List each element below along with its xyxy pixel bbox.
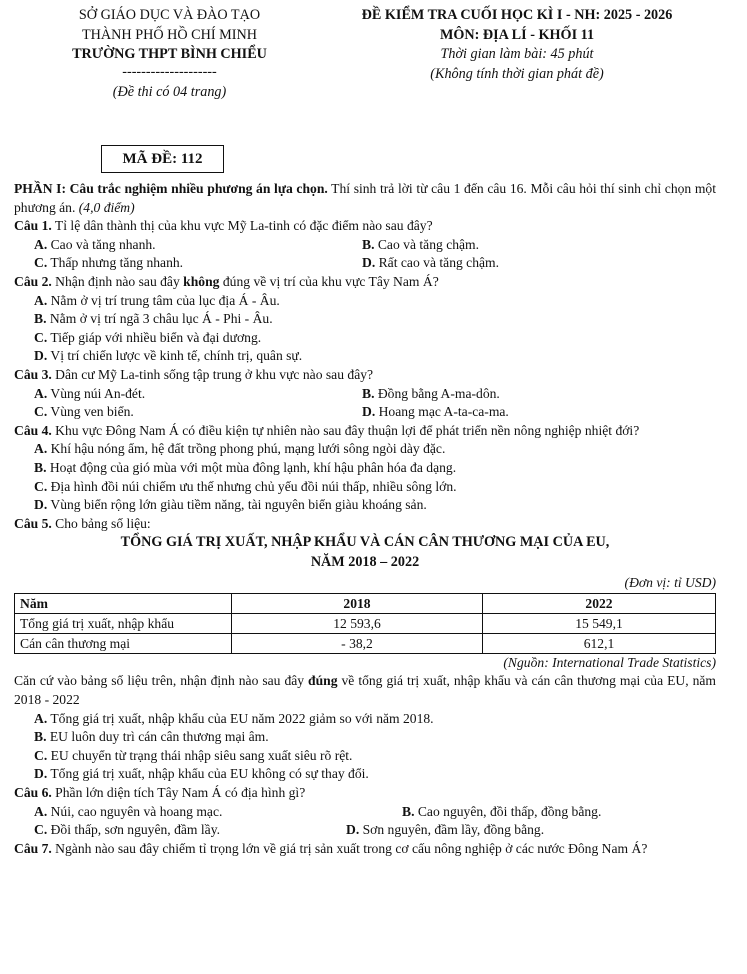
table-cell: - 38,2 bbox=[232, 633, 483, 653]
option-letter: A. bbox=[34, 441, 48, 457]
option-letter: D. bbox=[34, 348, 48, 364]
exam-duration-note: (Không tính thời gian phát đề) bbox=[430, 65, 604, 82]
option-a bbox=[14, 440, 716, 459]
school-name: TRƯỜNG THPT BÌNH CHIỂU bbox=[72, 46, 267, 62]
option-b bbox=[14, 459, 716, 478]
option-letter: B. bbox=[34, 729, 47, 745]
option-text: Đồng bằng A-ma-dôn. bbox=[374, 385, 500, 401]
option-d bbox=[362, 403, 716, 422]
table-cell: Cán cân thương mại bbox=[15, 633, 232, 653]
option-d bbox=[14, 496, 716, 515]
option-text: Đồi thấp, sơn nguyên, đầm lầy. bbox=[47, 822, 221, 838]
option-letter: B. bbox=[34, 311, 47, 327]
data-table bbox=[14, 593, 716, 654]
option-letter: C. bbox=[34, 822, 48, 838]
option-a bbox=[14, 292, 716, 311]
option-text: Vùng ven biển. bbox=[47, 404, 134, 420]
option-text: Tổng giá trị xuất, nhập khẩu của EU không có sự thay đổi. bbox=[47, 766, 369, 782]
question-1 bbox=[14, 217, 716, 236]
table-header-row bbox=[15, 593, 716, 613]
question-3 bbox=[14, 366, 716, 385]
option-text: Hoạt động của gió mùa với một mùa đông lạnh, khí hậu phân hóa đa dạng. bbox=[46, 459, 457, 475]
option-a bbox=[14, 236, 362, 255]
city-name: THÀNH PHỐ HỒ CHÍ MINH bbox=[82, 26, 257, 43]
option-d bbox=[362, 254, 716, 273]
option-text: Rất cao và tăng chậm. bbox=[375, 255, 500, 271]
option-c bbox=[14, 478, 716, 497]
question-text: Cho bảng số liệu: bbox=[51, 515, 151, 531]
option-b bbox=[14, 310, 716, 329]
question-label: Câu 4. bbox=[14, 422, 52, 438]
question-text: Căn cứ vào bảng số liệu trên, nhận định nào sau đây bbox=[14, 673, 309, 689]
option-text: Cao và tăng chậm. bbox=[374, 236, 480, 252]
option-c bbox=[14, 403, 362, 422]
option-a bbox=[14, 385, 362, 404]
exam-code-box: MÃ ĐỀ: 112 bbox=[101, 145, 224, 173]
option-b bbox=[362, 236, 716, 255]
header-right bbox=[322, 6, 712, 84]
option-letter: D. bbox=[346, 822, 360, 838]
option-text: Thấp nhưng tăng nhanh. bbox=[47, 255, 184, 271]
option-letter: B. bbox=[362, 385, 375, 401]
option-letter: B. bbox=[402, 803, 415, 819]
option-c bbox=[14, 821, 346, 840]
option-letter: C. bbox=[34, 255, 48, 271]
option-text: Nằm ở vị trí ngã 3 châu lục Á - Phi - Âu. bbox=[46, 311, 273, 327]
option-text: Khí hậu nóng ẩm, hệ đất trồng phong phú, mạng lưới sông ngòi dày đặc. bbox=[47, 441, 446, 457]
table-cell: 612,1 bbox=[483, 633, 716, 653]
option-letter: A. bbox=[34, 236, 48, 252]
question-label: Câu 5. bbox=[14, 515, 52, 531]
option-text: Vùng núi An-đét. bbox=[47, 385, 146, 401]
part1-instructions bbox=[14, 180, 716, 217]
option-text: Tổng giá trị xuất, nhập khẩu của EU năm 2022 giảm so với năm 2018. bbox=[47, 710, 434, 726]
table-source: (Nguồn: International Trade Statistics) bbox=[503, 654, 716, 670]
option-letter: C. bbox=[34, 478, 48, 494]
exam-subject: MÔN: ĐỊA LÍ - KHỐI 11 bbox=[439, 26, 595, 43]
question-6-options-row-2 bbox=[14, 821, 716, 840]
department-name: SỞ GIÁO DỤC VÀ ĐÀO TẠO bbox=[78, 7, 261, 23]
pages-note: (Đề thi có 04 trang) bbox=[112, 83, 227, 100]
question-text: đúng về vị trí của khu vực Tây Nam Á? bbox=[219, 273, 439, 289]
question-text: về tổng giá trị xuất, nhập khẩu và cán cân thương mại của EU, năm 2018 - 2022 bbox=[14, 673, 716, 708]
part1-points: (4,0 điểm) bbox=[78, 199, 135, 215]
option-letter: A. bbox=[34, 803, 48, 819]
exam-duration: Thời gian làm bài: 45 phút bbox=[440, 46, 594, 62]
option-c bbox=[14, 747, 716, 766]
option-text: Cao nguyên, đồi thấp, đồng bằng. bbox=[414, 803, 602, 819]
option-letter: D. bbox=[34, 497, 48, 513]
option-b bbox=[402, 803, 716, 822]
option-text: Tiếp giáp với nhiều biển và đại dương. bbox=[47, 329, 262, 345]
question-label: Câu 2. bbox=[14, 273, 52, 289]
table-title-line-1: TỔNG GIÁ TRỊ XUẤT, NHẬP KHẨU VÀ CÁN CÂN THƯƠNG MẠI CỦA EU, bbox=[120, 534, 610, 551]
option-letter: C. bbox=[34, 747, 48, 763]
option-d bbox=[346, 821, 716, 840]
question-3-options-row-2 bbox=[14, 403, 716, 422]
table-unit: (Đơn vị: tỉ USD) bbox=[624, 575, 716, 591]
header-left bbox=[52, 6, 287, 102]
question-text: Nhận định nào sau đây bbox=[51, 273, 184, 289]
question-1-options-row-2 bbox=[14, 254, 716, 273]
option-text: Cao và tăng nhanh. bbox=[47, 236, 156, 252]
part1-title: PHẦN I: Câu trắc nghiệm nhiều phương án lựa chọn. bbox=[14, 181, 328, 196]
question-label: Câu 3. bbox=[14, 366, 52, 382]
option-text: Vùng biển rộng lớn giàu tiềm năng, tài nguyên biển giàu khoáng sản. bbox=[47, 497, 427, 513]
table-cell: 15 549,1 bbox=[483, 613, 716, 633]
option-letter: A. bbox=[34, 710, 48, 726]
option-letter: D. bbox=[362, 404, 376, 420]
option-letter: C. bbox=[34, 404, 48, 420]
question-text: Khu vực Đông Nam Á có điều kiện tự nhiên nào sau đây thuận lợi để phát triển nền nông nghiệp nhiệt đới? bbox=[51, 422, 640, 438]
option-a bbox=[14, 803, 402, 822]
table-cell: Tổng giá trị xuất, nhập khẩu bbox=[15, 613, 232, 633]
option-text: Vị trí chiến lược về kinh tế, chính trị, quân sự. bbox=[47, 348, 303, 364]
table-row bbox=[15, 613, 716, 633]
question-6 bbox=[14, 784, 716, 803]
question-4 bbox=[14, 422, 716, 441]
question-6-options-row-1 bbox=[14, 803, 716, 822]
option-d bbox=[14, 765, 716, 784]
option-c bbox=[14, 329, 716, 348]
table-header-cell: 2018 bbox=[232, 593, 483, 613]
option-letter: C. bbox=[34, 329, 48, 345]
table-header-cell: Năm bbox=[15, 593, 232, 613]
table-cell: 12 593,6 bbox=[232, 613, 483, 633]
question-text: Ngành nào sau đây chiếm tỉ trọng lớn về giá trị sản xuất trong cơ cấu nông nghiệp ở các nước Đông Nam Á? bbox=[51, 840, 648, 856]
question-text: Tỉ lệ dân thành thị của khu vực Mỹ La-tinh có đặc điểm nào sau đây? bbox=[51, 218, 433, 234]
option-text: Nằm ở vị trí trung tâm của lục địa Á - Âu. bbox=[47, 292, 280, 308]
exam-body bbox=[14, 180, 716, 858]
question-emphasis: đúng bbox=[308, 673, 338, 689]
option-c bbox=[14, 254, 362, 273]
exam-title: ĐỀ KIỂM TRA CUỐI HỌC KÌ I - NH: 2025 - 2026 bbox=[361, 7, 673, 23]
question-text: Dân cư Mỹ La-tinh sống tập trung ở khu vực nào sau đây? bbox=[51, 366, 374, 382]
option-text: EU luôn duy trì cán cân thương mại âm. bbox=[46, 729, 269, 745]
table-title-line-2: NĂM 2018 – 2022 bbox=[310, 553, 420, 570]
header-separator: -------------------- bbox=[122, 63, 217, 80]
question-5-prompt bbox=[14, 672, 716, 709]
table-header-cell: 2022 bbox=[483, 593, 716, 613]
question-text: Phần lớn diện tích Tây Nam Á có địa hình gì? bbox=[51, 785, 306, 801]
part1-text: Thí sinh trả lời từ câu 1 đến câu 16. Mỗi câu hỏi thí sinh chỉ chọn một phương án. bbox=[14, 181, 717, 215]
question-5 bbox=[14, 515, 716, 534]
option-d bbox=[14, 347, 716, 366]
question-7 bbox=[14, 840, 716, 859]
option-a bbox=[14, 710, 716, 729]
option-text: Địa hình đồi núi chiếm ưu thế nhưng chủ yếu đồi núi thấp, nhiều sông lớn. bbox=[47, 478, 457, 494]
question-2 bbox=[14, 273, 716, 292]
option-letter: A. bbox=[34, 385, 48, 401]
option-letter: D. bbox=[362, 255, 376, 271]
option-letter: A. bbox=[34, 292, 48, 308]
option-b bbox=[14, 728, 716, 747]
option-text: Núi, cao nguyên và hoang mạc. bbox=[47, 803, 223, 819]
question-3-options-row-1 bbox=[14, 385, 716, 404]
table-row bbox=[15, 633, 716, 653]
option-letter: D. bbox=[34, 766, 48, 782]
question-label: Câu 7. bbox=[14, 840, 52, 856]
question-label: Câu 6. bbox=[14, 785, 52, 801]
option-text: Hoang mạc A-ta-ca-ma. bbox=[375, 404, 509, 420]
option-b bbox=[362, 385, 716, 404]
question-label: Câu 1. bbox=[14, 218, 52, 234]
option-letter: B. bbox=[362, 236, 375, 252]
option-letter: B. bbox=[34, 459, 47, 475]
option-text: EU chuyển từ trạng thái nhập siêu sang xuất siêu rõ rệt. bbox=[47, 747, 353, 763]
question-1-options-row-1 bbox=[14, 236, 716, 255]
option-text: Sơn nguyên, đầm lầy, đồng bằng. bbox=[359, 822, 545, 838]
question-emphasis: không bbox=[183, 273, 220, 289]
